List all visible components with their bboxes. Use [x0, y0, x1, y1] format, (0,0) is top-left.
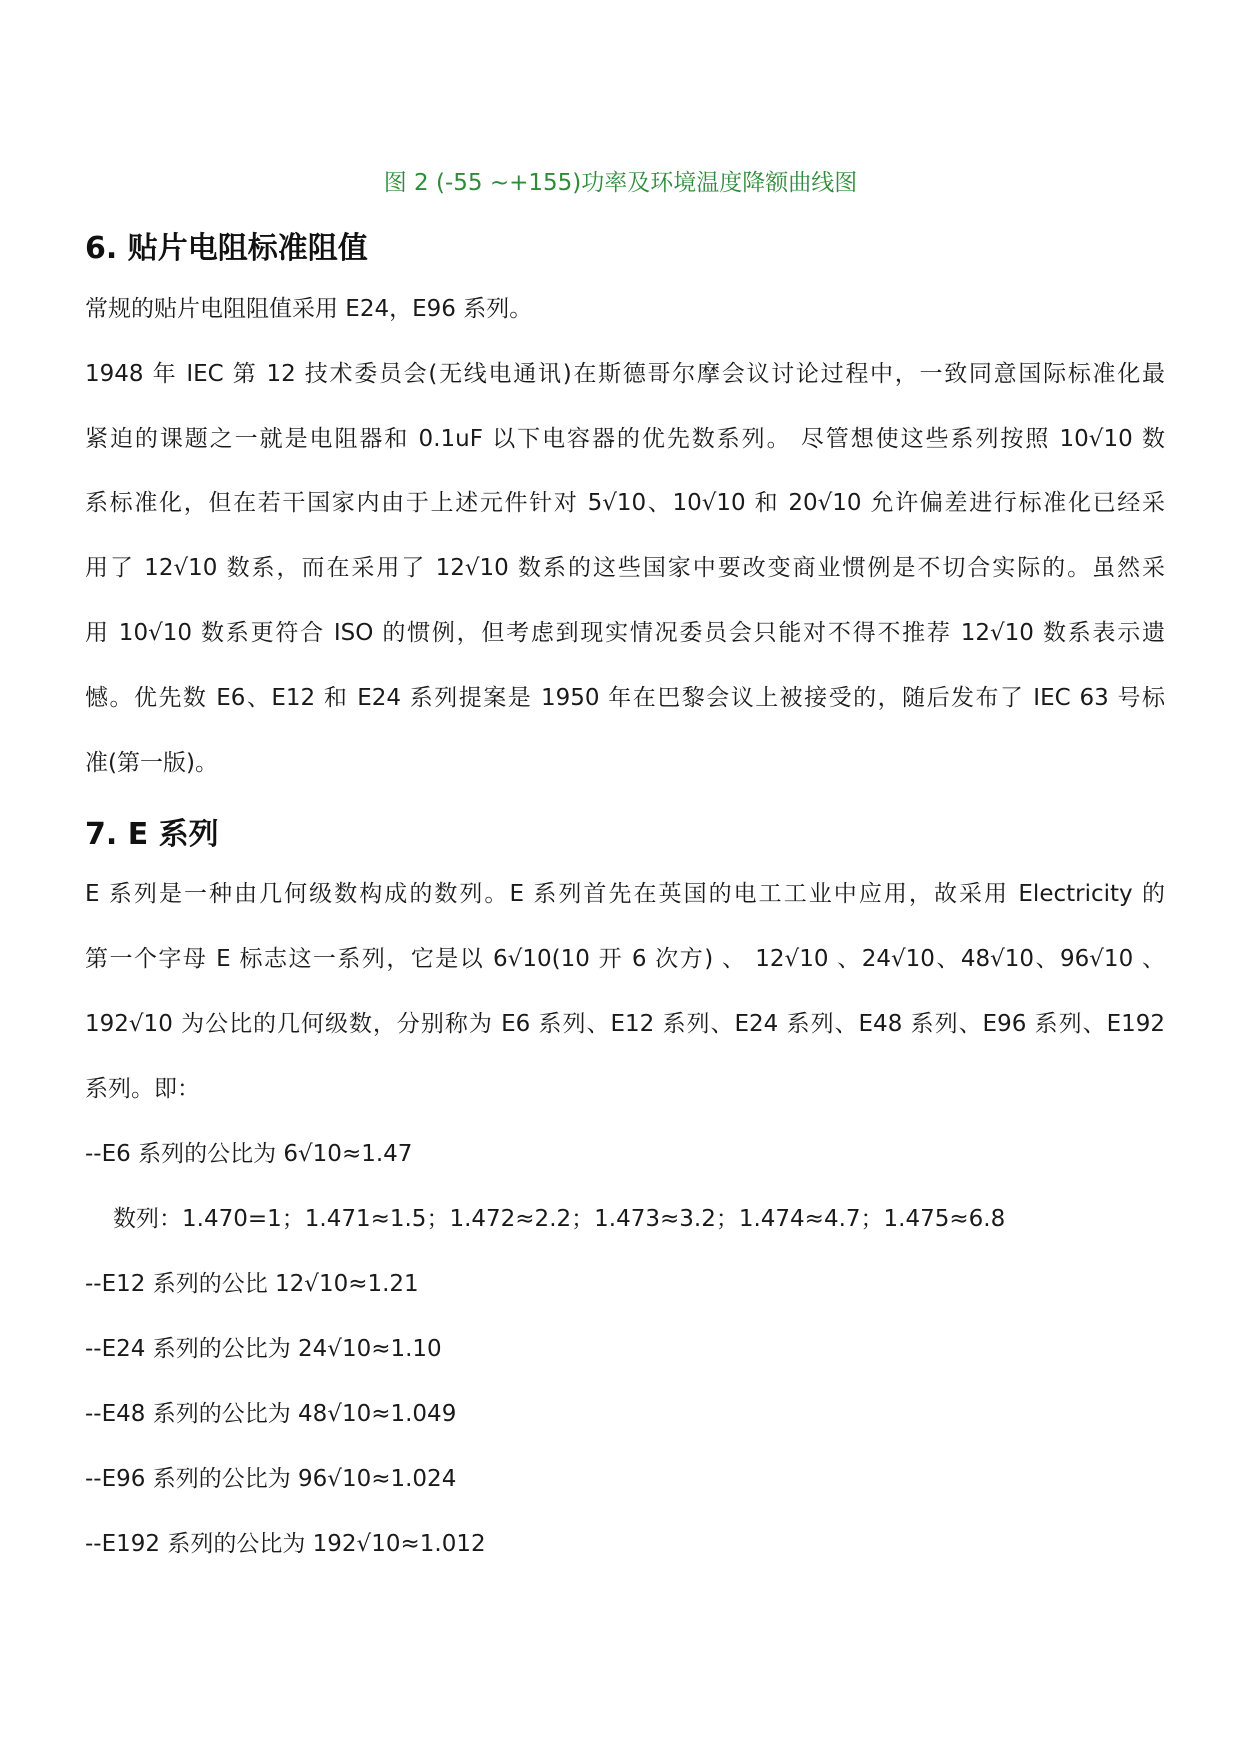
e192-ratio-line: --E192 系列的公比为 192√10≈1.012 — [85, 1531, 486, 1557]
section-6-heading: 6. 贴片电阻标准阻值 — [85, 231, 368, 266]
section-6-paragraph-line: 用了 12√10 数系，而在采用了 12√10 数系的这些国家中要改变商业惯例是不切合实际的。虽然采 — [85, 555, 1165, 581]
section-7-paragraph-line: 192√10 为公比的几何级数，分别称为 E6 系列、E12 系列、E24 系列、E48 系列、E96 系列、E192 — [85, 1011, 1165, 1037]
section-6-paragraph-line: 用 10√10 数系更符合 ISO 的惯例，但考虑到现实情况委员会只能对不得不推荐 12√10 数系表示遗 — [85, 620, 1165, 646]
e6-sequence-line: 数列：1.470=1；1.471≈1.5；1.472≈2.2；1.473≈3.2；1.474≈4.7；1.475≈6.8 — [113, 1206, 1006, 1232]
section-6-intro: 常规的贴片电阻阻值采用 E24，E96 系列。 — [85, 296, 533, 322]
section-6-paragraph-line: 紧迫的课题之一就是电阻器和 0.1uF 以下电容器的优先数系列。 尽管想使这些系列按照 10√10 数 — [85, 426, 1165, 452]
section-6-paragraph-line: 1948 年 IEC 第 12 技术委员会(无线电通讯)在斯德哥尔摩会议讨论过程中，一致同意国际标准化最 — [85, 361, 1165, 387]
e12-ratio-line: --E12 系列的公比 12√10≈1.21 — [85, 1271, 419, 1297]
section-7-heading: 7. E 系列 — [85, 817, 219, 852]
section-7-paragraph-line: 第一个字母 E 标志这一系列，它是以 6√10(10 开 6 次方) 、 12√10 、24√10、48√10、96√10 、 — [85, 946, 1165, 972]
section-6-paragraph-line: 系标准化，但在若干国家内由于上述元件针对 5√10、10√10 和 20√10 允许偏差进行标准化已经采 — [85, 490, 1165, 516]
figure-caption: 图 2 (-55 ~+155)功率及环境温度降额曲线图 — [383, 170, 858, 196]
e96-ratio-line: --E96 系列的公比为 96√10≈1.024 — [85, 1466, 457, 1492]
section-7-paragraph-line: E 系列是一种由几何级数构成的数列。E 系列首先在英国的电工工业中应用，故采用 Electricity 的 — [85, 881, 1165, 907]
section-6-paragraph-line: 憾。优先数 E6、E12 和 E24 系列提案是 1950 年在巴黎会议上被接受的，随后发布了 IEC 63 号标 — [85, 685, 1165, 711]
e6-ratio-line: --E6 系列的公比为 6√10≈1.47 — [85, 1141, 413, 1167]
section-7-paragraph-line: 系列。即： — [85, 1076, 200, 1102]
e48-ratio-line: --E48 系列的公比为 48√10≈1.049 — [85, 1401, 457, 1427]
section-6-paragraph-line: 准(第一版)。 — [85, 750, 218, 776]
e24-ratio-line: --E24 系列的公比为 24√10≈1.10 — [85, 1336, 442, 1362]
